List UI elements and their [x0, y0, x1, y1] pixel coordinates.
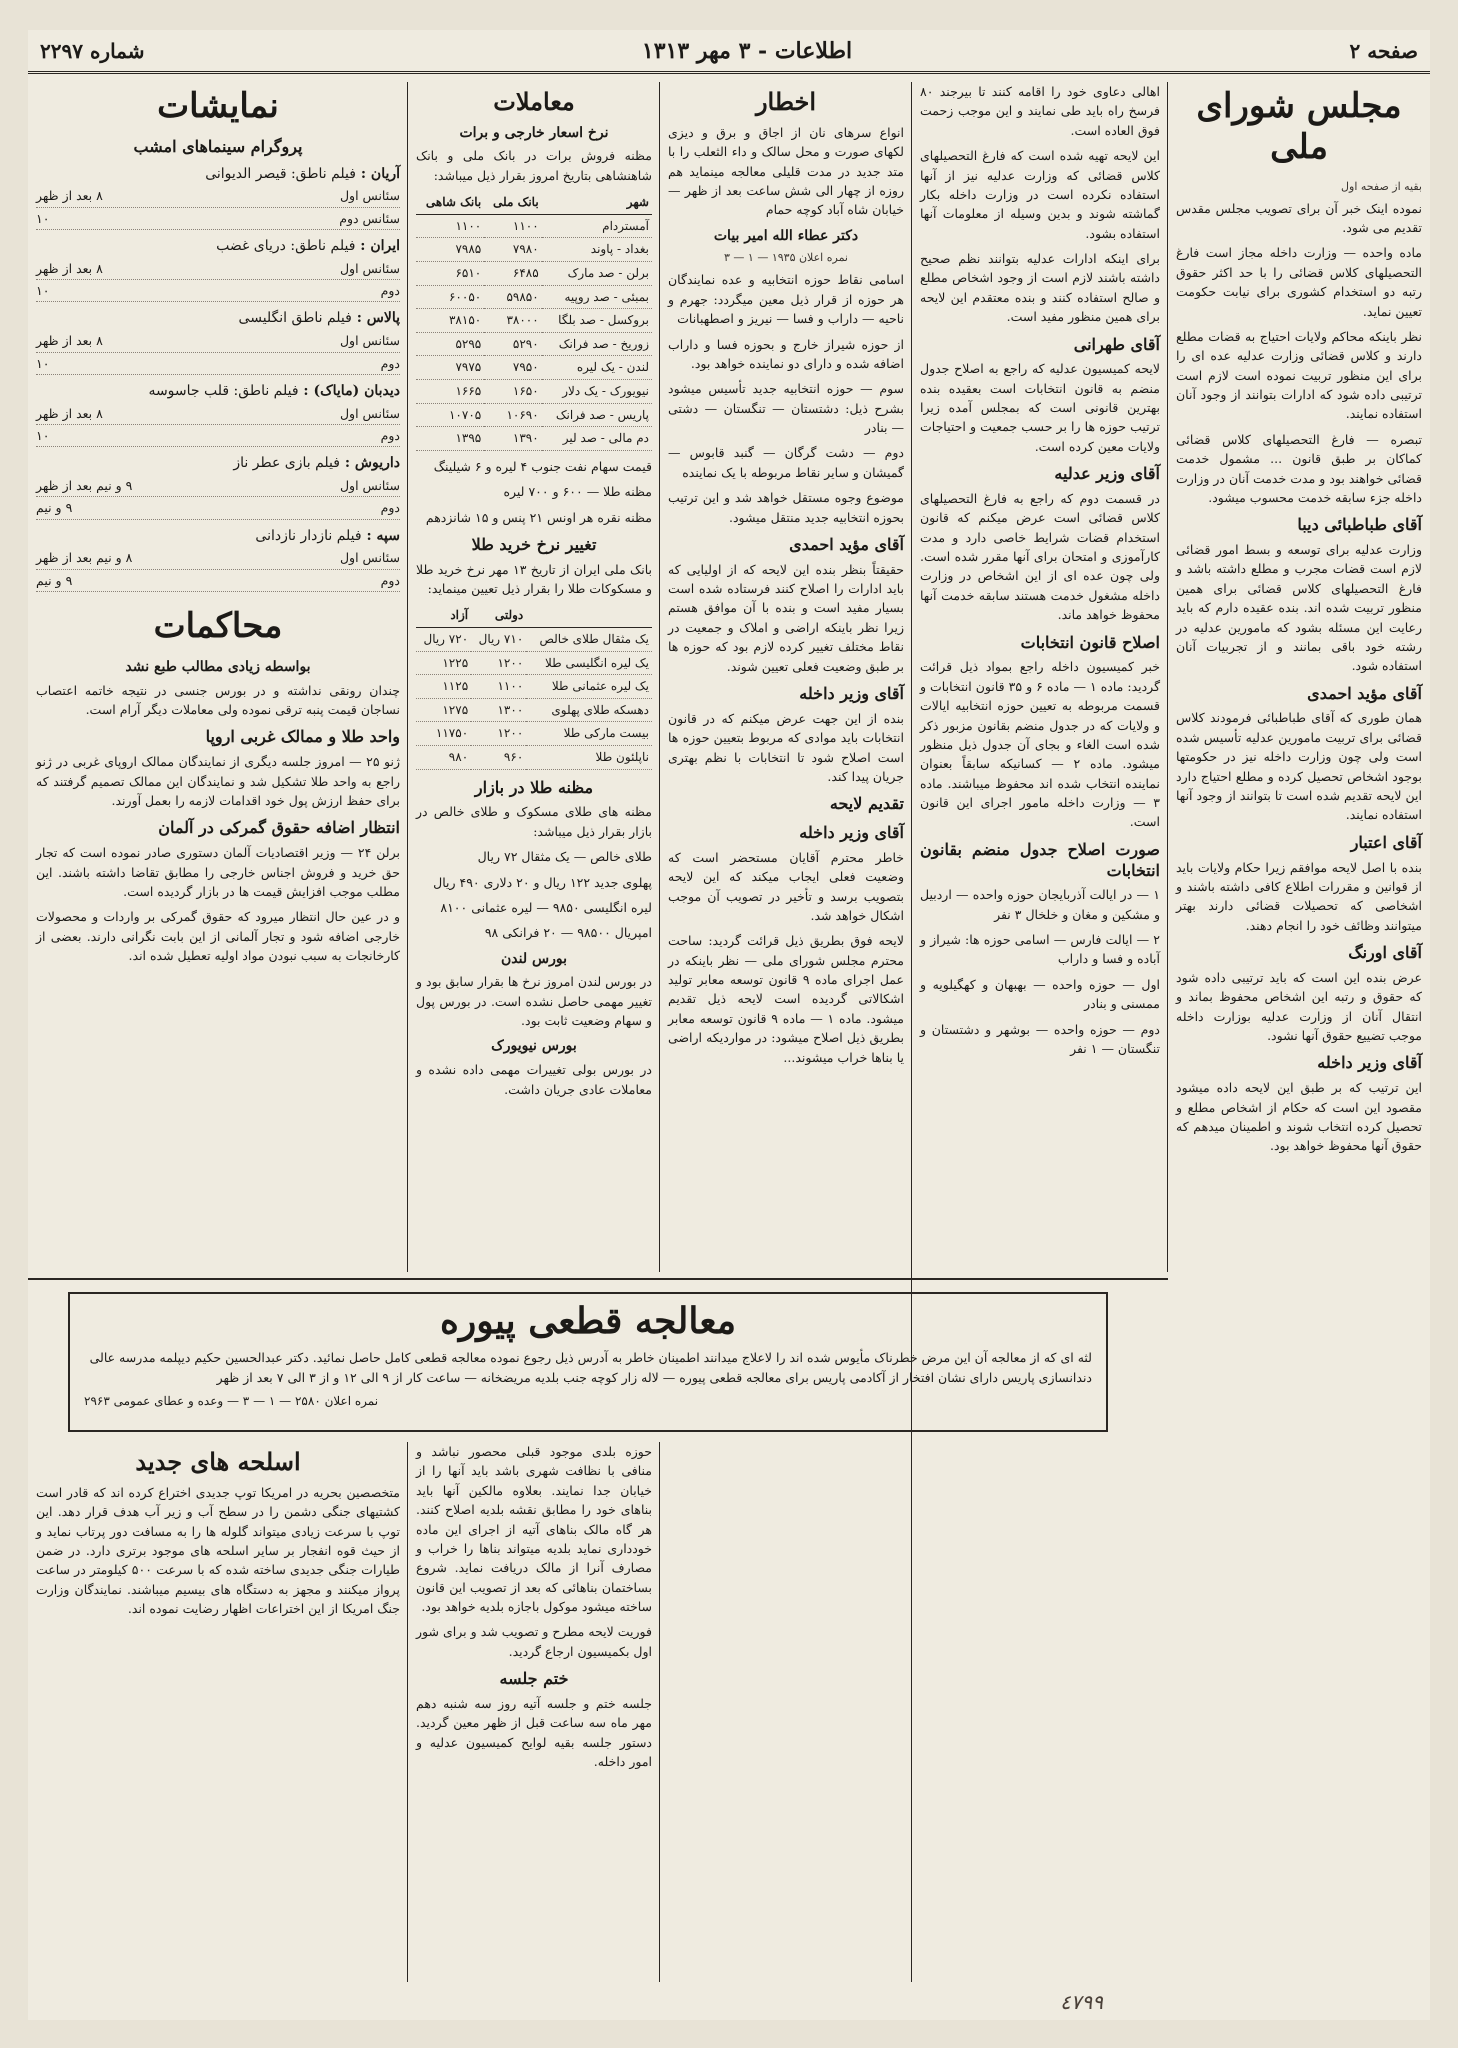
showtime-row — [36, 425, 400, 447]
majlis-continued-column — [912, 82, 1168, 1972]
session-time: ۸ بعد از ظهر — [36, 260, 103, 276]
table-cell: یک لیره عثمانی طلا — [526, 675, 652, 699]
table-cell: ۱۱۰۰ — [471, 675, 526, 699]
showtime-row — [36, 403, 400, 425]
table-cell: ۶۴۸۵ — [484, 262, 541, 286]
table-cell: ۱۱۷۵۰ — [416, 722, 471, 746]
column-header: شهر — [542, 191, 652, 214]
paragraph: برلن ۲۴ — وزیر اقتصادیات آلمان دستوری صادر نموده است که تجار حق خرید و فروش اجناس خارجی را مطابق تقاضا داشته باشند. این مطلب موجب افزایش قیمت ها در بازار گردیده است. — [36, 845, 400, 899]
handwritten-mark: ٤٧٩٩ — [1060, 1990, 1103, 2014]
table-row: ۱ — در ایالت آذربایجان حوزه واحده — اردبیل و مشکین و مغان و خلخال ۳ نفر — [920, 887, 1160, 922]
showtime-row — [36, 570, 400, 592]
paragraph: ماده واحده — وزارت داخله مجاز است فارغ التحصیلهای کلاس قضائی را با حد اکثر حقوق رتبه دو استخدام کشوری برای نیابت حکومت تعیین نماید. — [1176, 245, 1422, 319]
majlis-column — [1168, 82, 1430, 1972]
table-cell: ۱۳۹۵ — [416, 427, 484, 451]
cinema-name: سپه — [376, 527, 400, 544]
showtime-row — [36, 258, 400, 280]
session-time: ۹ و نیم — [36, 500, 73, 516]
table-cell: ۱۱۰۰ — [416, 214, 484, 238]
speaker-text: بنده از این جهت عرض میکنم که در قانون انتخابات باید موادی که مربوط بتعیین حوزه ها است اصلاح شود تا انتخابات با نظم بهتری جریان پیدا کند. — [668, 710, 904, 784]
session-label: سئانس اول — [339, 260, 400, 276]
session-time: ۱۰ — [36, 283, 50, 299]
end-title: ختم جلسه — [499, 1669, 569, 1689]
column-header — [526, 604, 652, 627]
showtime-row — [36, 330, 400, 352]
speaker-name: آقای وزیر داخله — [799, 683, 904, 703]
session-time: ۹ و نیم بعد از ظهر — [36, 478, 133, 494]
film-title: فیلم ناطق انگلیسی — [238, 310, 352, 327]
namayeshat-title: نمایشات — [157, 86, 279, 126]
cinema-name: ایران — [370, 238, 400, 255]
session-label: دوم — [380, 500, 400, 516]
cinema-name: پالاس — [366, 310, 400, 327]
table-cell: ۶۰۰۵۰ — [416, 285, 484, 309]
ny-title: بورس نیویورک — [491, 1038, 577, 1055]
speaker-name: آقای طباطبائی دیبا — [1297, 515, 1422, 535]
table-row — [416, 262, 652, 286]
paragraph: برای اینکه ادارات عدلیه بتوانند نظم صحیح داشته باشند لازم است از وجود اشخاص مطلع و صالح استفاده کنند و بنده معتقدم این لایحه برای همین منظور مفید است. — [920, 251, 1160, 325]
showtime-row — [36, 353, 400, 375]
table-cell: ۱۳۰۰ — [471, 698, 526, 722]
session-time: ۸ بعد از ظهر — [36, 188, 103, 204]
separator: : — [355, 165, 371, 182]
table-cell: ۶۵۱۰ — [416, 262, 484, 286]
film-title: فیلم بازی عطر ناز — [233, 455, 340, 472]
exchange-rates-table — [416, 191, 652, 451]
table-cell: ۱۲۲۵ — [416, 651, 471, 675]
table-row — [416, 698, 652, 722]
session-label: سئانس دوم — [339, 210, 400, 226]
table-row: اول — حوزه واحده — بهبهان و کهگیلویه و ممسنی و بنادر — [920, 976, 1160, 1012]
advert-title: معالجه قطعی پیوره — [439, 1300, 737, 1342]
speaker-text: وزارت عدلیه برای توسعه و بسط امور قضائی لازم است قضات مجرب و مطلع داشته باشد و فارغ التحصیلهای کلاس قضائی برای همین منظور تربیت شده اند. بنده عقیده دارم که باید رعایت این مسئله بشود که مامورین عدلیه در رشته خود باقی بمانند و از تجربیات آنان استفاده شود. — [1176, 542, 1422, 674]
majlis-title: مجلس شورای ملی — [1196, 86, 1402, 167]
ekhtar-title: اخطار — [755, 87, 817, 116]
column-header: بانک ملی — [484, 191, 541, 214]
table-cell: ۹۸۰ — [416, 746, 471, 770]
film-title: فیلم نازدار نازدانی — [255, 527, 362, 544]
speaker-text: بنده با اصل لایحه موافقم زیرا حکام ولایات باید از قوانین و مقررات اطلاع کافی داشته باشند و اشخاصی که تحصیلات قضائی دارند بهتر میتوانند وظائف خود را انجام دهند. — [1176, 859, 1422, 933]
table-row — [416, 356, 652, 380]
separator: : — [339, 455, 355, 472]
muhakemat-title: محاکمات — [153, 606, 283, 647]
advert-text: لثه ای که از معالجه آن این مرض خطرناک مأیوس شده اند را لاعلاج میدانند اطمینان خاطر به آدرس ذیل رجوع نموده معالجه قطعی کامل حاصل نمائید. دکتر عبدالحسین حکیم دیپلمه مدرسه عالی دندانسازی پاریس دارای نشان افتخار از آکادمی پاریس برای معالجه قطعی پیوره — لاله زار کوچه جنب بلدیه مریضخانه — ساعت کار از ۹ الی ۱۲ و از ۳ الی ۷ بعد از ظهر — [89, 1349, 1092, 1385]
ekhtar-column — [660, 82, 912, 1972]
table-cell: ۹۶۰ — [471, 746, 526, 770]
paragraph: این لایحه تهیه شده است که فارغ التحصیلهای کلاس قضائی که وزارت عدلیه نیز از آنها استفاده نکرده است در وزارت داخله بکار گماشته شوند و بدین وسیله از معلومات آنها استفاده بشود. — [920, 148, 1160, 241]
paragraph: نظر باینکه محاکم ولایات احتیاج به قضات مطلع دارند و کلاس قضائی وزارت عدلیه عده ای را برای این منظور تربیت نموده است لازم است ترتیبی داده شود که ادارات بتوانند از وجود آنان استفاده نمایند. — [1176, 328, 1422, 422]
speaker-name: آقای طهرانی — [1073, 334, 1160, 354]
bazaar-row: امپریال ۹۸۵۰۰ — ۲۰ فرانکی ۹۸ — [484, 925, 652, 941]
table-cell: ۱۲۰۰ — [471, 722, 526, 746]
session-label: دوم — [380, 427, 400, 443]
issue-number: شماره ۲۲۹۷ — [40, 38, 145, 63]
speaker-text: حقیقتاً بنظر بنده این لایحه که از اولیایی که باید ادارات را اصلاح کنند فرستاده شده است بسیار مفید است و بنده با آن موافق هستم زیرا نظر باینکه اراضی و املاک و جمعیت در نقاط مختلف تغییر کرده لازم بود که حوزه ها بر طبق وضعیت فعلی تعیین شوند. — [668, 561, 904, 674]
session-time: ۱۰ — [36, 427, 50, 443]
london-title: بورس لندن — [501, 950, 567, 967]
newspaper-page — [28, 30, 1430, 2020]
municipal-column — [408, 1442, 660, 1982]
speaker-text: عرض بنده این است که باید ترتیبی داده شود که حقوق و رتبه این اشخاص محفوظ بماند و انتقال آنان از وزارت عدلیه بوزارت داخله موجب تضییع حقوق آنها نشود. — [1176, 969, 1422, 1043]
table-cell: ۱۶۶۵ — [416, 379, 484, 403]
gold-buy-desc: بانک ملی ایران از تاریخ ۱۳ مهر نرخ خرید طلا و مسکوکات طلا را بقرار ذیل تعیین مینماید: — [416, 561, 652, 597]
program-title: پروگرام سینماهای امشب — [133, 136, 303, 156]
rates-title: نرخ اسعار خارجی و برات — [459, 124, 609, 141]
showtime-row — [36, 547, 400, 569]
namayeshat-column — [28, 82, 408, 1272]
column-header: آزاد — [416, 604, 471, 627]
table-cell: بغداد - پاوند — [542, 238, 652, 262]
vote-text: فوریت لایحه مطرح و تصویب شد و برای شور اول بکمیسیون ارجاع گردید. — [416, 1624, 652, 1659]
weapons-text: متخصصین بحریه در امریکا توپ جدیدی اختراع کرده اند که قادر است کشتیهای جنگی دشمن را در سطح آب و زیر آب هدف قرار دهد. این توپ با سرعت زیادی میتواند گلوله ها را به مسافت دور پرتاب نماید و از حیث قوه انفجار بر سایر اسلحه های موجود برتری دارد. در ضمن طیارات جنگی جدیدی ساخته شده که با سرعت ۵۰۰ کیلومتر در ساعت پرواز میکنند و مجهز به دستگاه های بیسیم میباشند. نمایندگان وزارت جنگ امریکا از این اختراعات اظهار رضایت نموده اند. — [36, 1484, 400, 1617]
paragraph: و در عین حال انتظار میرود که حقوق گمرکی بر واردات و محصولات خارجی اضافه شود و تجار آلمانی از این بابت نگرانی دارند. بعضی از کارخانجات به سبب نبودن مواد اولیه تعطیل شده اند. — [36, 909, 400, 964]
speaker-name: آقای وزیر عدلیه — [1054, 464, 1160, 484]
muamelat-title: معاملات — [493, 87, 575, 116]
law-title: اصلاح قانون انتخابات — [1020, 632, 1160, 652]
bazaar-desc: مظنه های طلای مسکوک و طلای خالص در بازار بقرار ذیل میباشد: — [416, 804, 652, 839]
table-row — [416, 309, 652, 333]
rates-desc: مظنه فروش برات در بانک ملی و بانک شاهنشاهی بتاریخ امروز بقرار ذیل میباشد: — [416, 148, 652, 183]
muamelat-column — [408, 82, 660, 1272]
london-text: در بورس لندن امروز نرخ ها بقرار سابق بود و تغییر مهمی حاصل نشده است. در بورس پول و سهام وضعیت ثابت بود. — [416, 974, 652, 1029]
table-cell: بروکسل - صد بلگا — [542, 309, 652, 333]
table-cell: بیست مارکی طلا — [526, 722, 652, 746]
separator: : — [355, 238, 371, 255]
session-label: دوم — [380, 572, 400, 588]
cinema-list — [36, 164, 400, 593]
cinema-entry — [36, 236, 400, 258]
cinema-name: آریان — [370, 165, 400, 182]
vote-heading: تقدیم لایحه — [829, 794, 904, 814]
separator: : — [351, 310, 367, 327]
paragraph: از حوزه شیراز خارج و بحوزه فسا و داراب اضافه شده و دارای دو نماینده خواهد بود. — [668, 336, 904, 371]
table-cell: ۷۲۰ ریال — [416, 628, 471, 652]
film-title: فیلم ناطق: قیصر الدیوانی — [205, 165, 356, 182]
table-cell: ۵۲۹۵ — [416, 332, 484, 356]
table-row — [416, 675, 652, 699]
notice-number: نمره اعلان ۱۹۳۵ — ۱ — ۳ — [724, 251, 848, 265]
session-label: سئانس اول — [339, 478, 400, 494]
table-cell: ناپلئون طلا — [526, 746, 652, 770]
speaker-name: آقای وزیر داخله — [799, 823, 904, 843]
section-title: انتظار اضافه حقوق گمرکی در آلمان — [158, 818, 400, 838]
showtime-row — [36, 280, 400, 302]
table-cell: ۱۱۰۰ — [484, 214, 541, 238]
bazaar-row: پهلوی جدید ۱۲۲ ریال و ۲۰ دلاری ۴۹۰ ریال — [433, 874, 652, 890]
speaker-name: آقای مؤید احمدی — [789, 534, 904, 554]
speaker-text: این ترتیب که بر طبق این لایحه داده میشود مقصود این است که حکام از اشخاص مطلع و تحصیل کرده انتخاب شوند و اطمینان میدهم که حقوق آنها محفوظ خواهد بود. — [1176, 1080, 1422, 1154]
showtime-row — [36, 208, 400, 230]
table-cell: پاریس - صد فرانک — [542, 403, 652, 427]
table-cell: دم مالی - صد لیر — [542, 427, 652, 451]
speaker-name: آقای اورنگ — [1348, 943, 1422, 963]
weapons-column — [28, 1442, 408, 1982]
ny-text: در بورس بولی تغییرات مهمی داده نشده و معاملات عادی جریان داشت. — [416, 1062, 652, 1097]
cinema-entry — [36, 526, 400, 548]
paragraph: نموده اینک خبر آن برای تصویب مجلس مقدس تقدیم می شود. — [1176, 200, 1422, 236]
gold-buy-title: تغییر نرخ خرید طلا — [471, 534, 597, 554]
table-row: ۲ — ایالت فارس — اسامی حوزه ها: شیراز و آباده و فسا و داراب — [920, 932, 1160, 967]
column-header: دولتی — [471, 604, 526, 627]
table-cell: ۳۸۱۵۰ — [416, 309, 484, 333]
table-cell: یک مثقال طلای خالص — [526, 628, 652, 652]
table-row — [416, 379, 652, 403]
pyorrhea-advert — [68, 1292, 1108, 1432]
bazaar-row: لیره انگلیسی ۹۸۵۰ — لیره عثمانی ۸۱۰۰ — [440, 899, 652, 915]
table-row — [416, 403, 652, 427]
session-label: سئانس اول — [339, 550, 400, 566]
oil-note: قیمت سهام نفت جنوب ۴ لیره و ۶ شیلینگ — [433, 458, 652, 474]
muhakemat-sub: بواسطه زیادی مطالب طبع نشد — [125, 659, 311, 676]
advert-footer: نمره اعلان ۲۵۸۰ — ۱ — ۳ — وعده و عطای عمومی ۲۹۶۳ — [84, 1393, 379, 1408]
table-cell: دهسکه طلای پهلوی — [526, 698, 652, 722]
table-cell: ۵۲۹۰ — [484, 332, 541, 356]
municipal-text: حوزه بلدی موجود قبلی محصور نباشد و منافی با نظافت شهری باشد باید آنها را از خیابان جدا نمایند. بعلاوه مالکین آنها باید بناهای خود را مطابق نقشه بلدیه اصلاح کنند. هر گاه مالک بناهای آتیه از اجرای این ماده خودداری نماید بلدیه میتواند بناها را خراب و مصارف آنرا از مالک دریافت نماید. شروع بساختمان بناهائی که بعد از تصویب این قانون ساخته میشود موکول باجازه بلدیه خواهد بود. — [416, 1444, 652, 1614]
table-cell: ۷۹۸۰ — [484, 238, 541, 262]
cinema-entry — [36, 381, 400, 403]
session-time: ۸ بعد از ظهر — [36, 405, 103, 421]
masthead — [28, 30, 1430, 74]
table-row — [416, 651, 652, 675]
speaker-name: آقای مؤید احمدی — [1307, 683, 1422, 703]
law-text: خبر کمیسیون داخله راجع بمواد ذیل قرائت گردید: ماده ۱ — ماده ۶ و ۳۵ قانون انتخابات و قسمت مربوطه به تعیین حوزه انتخابیه ایالات و ولایات که در جدول منضم بقانون مزبور ذکر شده است الغاء و بجای آن جدول ذیل منظور میشود. ماده ۲ — کسانیکه سابقاً بعنوان نماینده انتخاب شده اند محفوظ میباشند. ماده ۳ — وزارت داخله مامور اجرای این قانون است. — [920, 659, 1161, 830]
table-cell: ۷۹۵۰ — [484, 356, 541, 380]
speaker-name: آقای وزیر داخله — [1317, 1053, 1422, 1073]
speaker-text: در قسمت دوم که راجع به فارغ التحصیلهای کلاس قضائی است عرض میکنم که قانون استخدام قضات شرایط خاصی دارد و مدت کارآموزی و امتحان برای آنها مقرر شده است. ولی چون عده ای از این اشخاص در وزارت داخله مشغول خدمت هستند سابقه خدمت آنها محفوظ خواهد ماند. — [920, 490, 1160, 623]
table-cell: لندن - یک لیره — [542, 356, 652, 380]
paragraph: دوم — دشت گرگان — گنبد قابوس — گمیشان و سایر نقاط مربوطه با یک نماینده — [668, 445, 904, 480]
paragraph: چندان رونقی نداشته و در بورس جنسی در نتیجه خاتمه اعتصاب نساجان قیمت پنبه ترقی نموده ولی معاملات دیگر آرام است. — [36, 682, 400, 718]
weapons-title: اسلحه های جدید — [135, 1447, 301, 1476]
table-row — [416, 214, 652, 238]
session-label: دوم — [380, 283, 400, 299]
cinema-name: داریوش — [354, 455, 400, 472]
paragraph: تبصره — فارغ التحصیلهای کلاس قضائی کماکان بر طبق قانون ... مشمول خدمت قضائی خواهند بود و مدت خدمت آنان در وزارت داخله جزء سابقه خدمت محسوب میشود. — [1176, 431, 1422, 505]
paragraph: سوم — حوزه انتخابیه جدید تأسیس میشود بشرح ذیل: دشتستان — تنگستان — دشتی — بنادر — [668, 381, 904, 436]
paragraph: موضوع وجوه مستقل خواهد شد و این ترتیب بحوزه انتخابیه جدید منتقل میشود. — [668, 490, 904, 525]
table-row — [416, 628, 652, 652]
cinema-name: دیدبان (مایاک) — [313, 382, 400, 399]
separator: : — [361, 527, 377, 544]
table-row — [416, 238, 652, 262]
column-header: بانک شاهی — [416, 191, 484, 214]
table-cell: ۱۱۲۵ — [416, 675, 471, 699]
table-row — [416, 285, 652, 309]
session-time: ۱۰ — [36, 210, 50, 226]
session-label: دوم — [380, 355, 400, 371]
cinema-entry — [36, 453, 400, 475]
gold-line: مظنه طلا — ۶۰۰ و ۷۰۰ لیره — [503, 484, 652, 500]
doctor-name: دکتر عطاء الله امیر بیات — [713, 227, 859, 244]
gold-table — [416, 604, 652, 769]
table-cell: زوریخ - صد فرانک — [542, 332, 652, 356]
table-cell: ۳۸۰۰۰ — [484, 309, 541, 333]
showtime-row — [36, 185, 400, 207]
end-text: جلسه ختم و جلسه آتیه روز سه شنبه دهم مهر ماه سه ساعت قبل از ظهر معین گردید. دستور جلسه بقیه لوایح کمیسیون عدلیه و امور داخله. — [416, 1695, 652, 1770]
speaker-text: خاطر محترم آقایان مستحضر است که وضعیت فعلی ایجاب میکند که این لایحه بتصویب برسد و تأخیر در تصویب آن موجب اشکال خواهد شد. — [668, 849, 904, 923]
table-cell: یک لیره انگلیسی طلا — [526, 651, 652, 675]
session-time: ۱۰ — [36, 355, 50, 371]
session-label: سئانس اول — [339, 333, 400, 349]
film-title: فیلم ناطق: قلب جاسوسه — [148, 382, 299, 399]
table-cell: ۷۹۷۵ — [416, 356, 484, 380]
newspaper-date: اطلاعات - ۳ مهر ۱۳۱۳ — [641, 37, 853, 64]
table-cell: ۱۳۹۰ — [484, 427, 541, 451]
bazaar-title: مظنه طلا در بازار — [474, 777, 594, 797]
paragraph: اسامی نقاط حوزه انتخابیه و عده نمایندگان هر حوزه از قرار ذیل معین میگردد: جهرم و ناحیه — داراب و فسا — نیریز و اصطهبانات — [668, 272, 904, 327]
table-row — [416, 722, 652, 746]
table-cell: آمستردام — [542, 214, 652, 238]
film-title: فیلم ناطق: دریای غضب — [216, 238, 356, 255]
paragraph: ژنو ۲۵ — امروز جلسه دیگری از نمایندگان ممالک اروپای غربی در ژنو راجع به واحد طلا تشکیل شد و نمایندگان این ممالک تصمیم گرفتند که برای حفظ ارزش پول خود اقدامات لازمه را بعمل آورند. — [36, 754, 400, 808]
table-cell: ۱۰۶۹۰ — [484, 403, 541, 427]
section-title: واحد طلا و ممالک غربی اروپا — [205, 727, 400, 747]
table-cell: برلن - صد مارک — [542, 262, 652, 286]
speaker-text: لایحه کمیسیون عدلیه که راجع به اصلاح جدول منضم به قانون انتخابات است بعقیده بنده بهترین قانونی است که بمجلس آمده زیرا ترتیب حوزه ها را بر حسب جمعیت و احتیاجات ولایات معین کرده است. — [920, 361, 1160, 454]
table-cell: ۱۶۵۰ — [484, 379, 541, 403]
table-cell: نیویورک - یک دلار — [542, 379, 652, 403]
table-row — [416, 746, 652, 770]
session-time: ۸ بعد از ظهر — [36, 333, 103, 349]
cinema-entry — [36, 164, 400, 186]
bazaar-row: طلای خالص — یک مثقال ۷۲ ریال — [477, 849, 652, 865]
cinema-entry — [36, 308, 400, 330]
table-cell: ۷۱۰ ریال — [471, 628, 526, 652]
table-row — [416, 427, 652, 451]
session-label: سئانس اول — [339, 405, 400, 421]
session-label: سئانس اول — [339, 188, 400, 204]
showtime-row — [36, 497, 400, 519]
page-number: صفحه ۲ — [1349, 38, 1418, 63]
table-cell: ۵۹۸۵۰ — [484, 285, 541, 309]
speaker-text: همان طوری که آقای طباطبائی فرمودند کلاس قضائی برای تربیت مامورین عدلیه تأسیس شده است ولی چون وزارت داخله نیز در حکومتها بوجود اشخاص تحصیل کرده و مطلع احتیاج دارد این لایحه تقدیم شده است تا بتوانند از وجود آنها استفاده نمایند. — [1176, 710, 1422, 823]
table-row — [416, 332, 652, 356]
paragraph: اهالی دعاوی خود را اقامه کنند تا بیرجند ۸۰ فرسخ راه باید طی نمایند و این موجب زحمت فوق العاده است. — [920, 84, 1160, 138]
session-time: ۸ و نیم بعد از ظهر — [36, 550, 133, 566]
table-cell: ۱۰۷۰۵ — [416, 403, 484, 427]
table-cell: ۷۹۸۵ — [416, 238, 484, 262]
table-row: دوم — حوزه واحده — بوشهر و دشتستان و تنگستان — ۱ نفر — [920, 1021, 1160, 1056]
table-cell: ۱۲۰۰ — [471, 651, 526, 675]
continued-note: بقیه از صفحه اول — [1341, 179, 1422, 193]
showtime-row — [36, 475, 400, 497]
table-title: صورت اصلاح جدول منضم بقانون انتخابات — [920, 839, 1160, 880]
gold-note: مظنه نقره هر اونس ۲۱ پنس و ۱۵ شانزدهم — [425, 509, 652, 525]
closing-text: لایحه فوق بطریق ذیل قرائت گردید: ساحت محترم مجلس شورای ملی — نظر باینکه در عمل اجرای ماده ۹ قانون توسعه معابر تولید اشکالاتی گردیده است لایحه ذیل تقدیم میشود. ماده ۱ — ماده ۹ قانون توسعه معابر بطریق ذیل اصلاح میشود: در مواردیکه اراضی یا بناها خراب میشوند... — [668, 933, 904, 1065]
speaker-name: آقای اعتبار — [1350, 832, 1422, 852]
separator: : — [298, 382, 314, 399]
session-time: ۹ و نیم — [36, 572, 73, 588]
table-cell: ۱۲۷۵ — [416, 698, 471, 722]
table-cell: بمبئی - صد روپیه — [542, 285, 652, 309]
ekhtar-intro: انواع سرهای نان از اجاق و برق و دیزی لکهای صورت و محل سالک و داء الثعلب را با متد جدید در مدت قلیلی معالجه مینماید هم روزه از چهار الی شش ساعت بعد از ظهر — خیابان شاه آباد کوچه حمام — [668, 124, 904, 218]
